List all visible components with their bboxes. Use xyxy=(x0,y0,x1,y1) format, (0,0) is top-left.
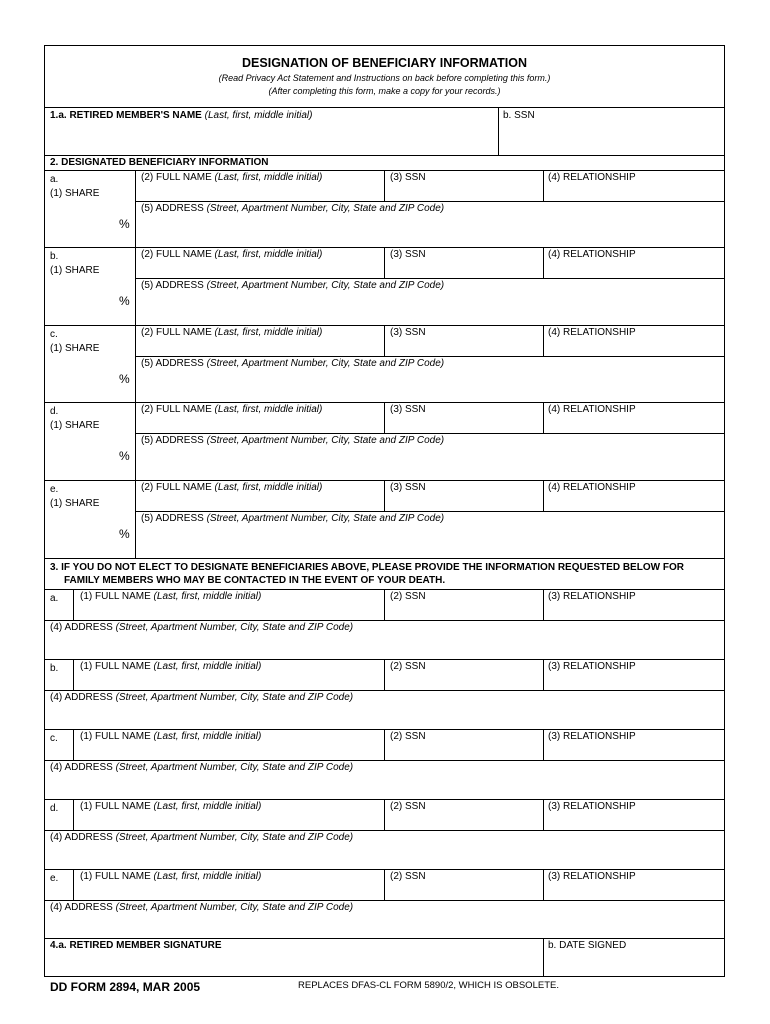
divider xyxy=(135,511,725,512)
share-field[interactable] xyxy=(50,212,130,232)
family-ssn-field[interactable] xyxy=(385,743,542,759)
address-label xyxy=(141,513,444,525)
full-name-field[interactable] xyxy=(136,339,383,355)
family-full-name-label xyxy=(80,871,261,883)
family-letter: e. xyxy=(50,873,59,884)
ssn-field[interactable] xyxy=(385,494,542,510)
address-hint: (Street, Apartment Number, City, State and ZIP Code) xyxy=(206,280,445,291)
family-full-name-label xyxy=(80,801,261,813)
address-label xyxy=(141,358,444,370)
full-name-field[interactable] xyxy=(136,416,383,432)
family-address-label-text: (4) ADDRESS xyxy=(50,832,113,843)
family-full-name-field[interactable] xyxy=(74,743,383,759)
relationship-label: (4) RELATIONSHIP xyxy=(548,172,636,183)
form-number: DD FORM 2894, MAR 2005 xyxy=(50,980,201,994)
divider xyxy=(135,201,725,202)
family-relationship-field[interactable] xyxy=(544,813,724,829)
family-address-label xyxy=(50,622,353,634)
address-field[interactable] xyxy=(136,371,724,401)
family-address-field[interactable] xyxy=(45,845,724,868)
share-field[interactable] xyxy=(50,289,130,309)
divider xyxy=(44,620,725,621)
ssn-label: (3) SSN xyxy=(390,404,426,415)
family-relationship-label: (3) RELATIONSHIP xyxy=(548,801,636,812)
ssn-label: (3) SSN xyxy=(390,482,426,493)
section3-heading-line2: FAMILY MEMBERS WHO MAY BE CONTACTED IN THE EVENT OF YOUR DEATH. xyxy=(64,575,446,586)
address-label-text: (5) ADDRESS xyxy=(141,280,204,291)
family-address-label xyxy=(50,762,353,774)
ssn-label: (3) SSN xyxy=(390,327,426,338)
form-subtitle-copy: (After completing this form, make a copy for your records.) xyxy=(268,86,501,96)
form-subtitle-privacy: (Read Privacy Act Statement and Instructions on back before completing this form.) xyxy=(218,73,551,83)
family-relationship-label: (3) RELATIONSHIP xyxy=(548,661,636,672)
divider xyxy=(135,433,725,434)
relationship-label: (4) RELATIONSHIP xyxy=(548,404,636,415)
member-name-hint: (Last, first, middle initial) xyxy=(204,110,313,121)
family-full-name-field[interactable] xyxy=(74,883,383,899)
family-address-label-text: (4) ADDRESS xyxy=(50,762,113,773)
family-full-name-label xyxy=(80,591,261,603)
family-ssn-field[interactable] xyxy=(385,603,542,619)
full-name-label xyxy=(141,404,322,416)
beneficiary-letter: b. xyxy=(50,251,59,262)
family-full-name-field[interactable] xyxy=(74,603,383,619)
full-name-label-text: (2) FULL NAME xyxy=(141,249,212,260)
relationship-field[interactable] xyxy=(544,494,724,510)
divider xyxy=(44,830,725,831)
family-address-label-text: (4) ADDRESS xyxy=(50,692,113,703)
family-address-field[interactable] xyxy=(45,705,724,728)
divider xyxy=(44,938,725,939)
family-address-label xyxy=(50,692,353,704)
family-full-name-label-text: (1) FULL NAME xyxy=(80,871,151,882)
address-label xyxy=(141,203,444,215)
full-name-hint: (Last, first, middle initial) xyxy=(214,404,323,415)
date-signed-label: b. DATE SIGNED xyxy=(548,940,627,951)
family-full-name-hint: (Last, first, middle initial) xyxy=(153,591,262,602)
family-letter: a. xyxy=(50,593,59,604)
family-full-name-label xyxy=(80,731,261,743)
share-label: (1) SHARE xyxy=(50,265,100,276)
address-field[interactable] xyxy=(136,448,724,479)
address-label-text: (5) ADDRESS xyxy=(141,203,204,214)
member-name-label xyxy=(50,110,312,122)
beneficiary-letter: d. xyxy=(50,406,59,417)
family-address-hint: (Street, Apartment Number, City, State and ZIP Code) xyxy=(115,762,354,773)
family-ssn-label: (2) SSN xyxy=(390,871,426,882)
full-name-hint: (Last, first, middle initial) xyxy=(214,327,323,338)
relationship-field[interactable] xyxy=(544,184,724,200)
full-name-field[interactable] xyxy=(136,261,383,277)
percent-sign: % xyxy=(119,372,130,386)
family-relationship-label: (3) RELATIONSHIP xyxy=(548,731,636,742)
divider xyxy=(44,900,725,901)
family-relationship-field[interactable] xyxy=(544,883,724,899)
family-ssn-field[interactable] xyxy=(385,813,542,829)
family-address-hint: (Street, Apartment Number, City, State and ZIP Code) xyxy=(115,692,354,703)
family-relationship-field[interactable] xyxy=(544,603,724,619)
family-address-field[interactable] xyxy=(45,775,724,798)
share-label: (1) SHARE xyxy=(50,420,100,431)
family-ssn-label: (2) SSN xyxy=(390,661,426,672)
full-name-field[interactable] xyxy=(136,184,383,200)
address-hint: (Street, Apartment Number, City, State and ZIP Code) xyxy=(206,358,445,369)
member-name-field[interactable] xyxy=(45,122,497,154)
full-name-hint: (Last, first, middle initial) xyxy=(214,172,323,183)
section2-heading: 2. DESIGNATED BENEFICIARY INFORMATION xyxy=(50,157,269,168)
address-label-text: (5) ADDRESS xyxy=(141,435,204,446)
full-name-hint: (Last, first, middle initial) xyxy=(214,249,323,260)
percent-sign: % xyxy=(119,294,130,308)
replaces-note: REPLACES DFAS-CL FORM 5890/2, WHICH IS OBSOLETE. xyxy=(298,980,559,991)
ssn-label: (3) SSN xyxy=(390,172,426,183)
share-field[interactable] xyxy=(50,444,130,464)
address-hint: (Street, Apartment Number, City, State and ZIP Code) xyxy=(206,513,445,524)
beneficiary-letter: c. xyxy=(50,329,58,340)
family-full-name-hint: (Last, first, middle initial) xyxy=(153,801,262,812)
relationship-label: (4) RELATIONSHIP xyxy=(548,249,636,260)
address-hint: (Street, Apartment Number, City, State and ZIP Code) xyxy=(206,203,445,214)
full-name-label xyxy=(141,482,322,494)
divider xyxy=(44,155,725,156)
beneficiary-letter: e. xyxy=(50,484,59,495)
percent-sign: % xyxy=(119,449,130,463)
divider xyxy=(44,107,725,108)
full-name-label xyxy=(141,327,322,339)
divider xyxy=(44,760,725,761)
relationship-field[interactable] xyxy=(544,261,724,277)
share-field[interactable] xyxy=(50,522,130,542)
member-ssn-label: b. SSN xyxy=(503,110,535,121)
family-letter: c. xyxy=(50,733,58,744)
percent-sign: % xyxy=(119,527,130,541)
family-address-field[interactable] xyxy=(45,915,724,938)
member-name-label-text: 1.a. RETIRED MEMBER'S NAME xyxy=(50,110,202,121)
ssn-label: (3) SSN xyxy=(390,249,426,260)
family-letter: d. xyxy=(50,803,59,814)
ssn-field[interactable] xyxy=(385,184,542,200)
family-address-hint: (Street, Apartment Number, City, State and ZIP Code) xyxy=(115,622,354,633)
address-label-text: (5) ADDRESS xyxy=(141,358,204,369)
family-ssn-field[interactable] xyxy=(385,883,542,899)
signature-label: 4.a. RETIRED MEMBER SIGNATURE xyxy=(50,940,222,951)
family-address-field[interactable] xyxy=(45,635,724,658)
address-label xyxy=(141,435,444,447)
family-address-hint: (Street, Apartment Number, City, State and ZIP Code) xyxy=(115,902,354,913)
address-label xyxy=(141,280,444,292)
family-address-label xyxy=(50,902,353,914)
family-ssn-label: (2) SSN xyxy=(390,591,426,602)
share-label: (1) SHARE xyxy=(50,343,100,354)
address-field[interactable] xyxy=(136,293,724,324)
full-name-label-text: (2) FULL NAME xyxy=(141,404,212,415)
family-relationship-label: (3) RELATIONSHIP xyxy=(548,591,636,602)
signature-field[interactable] xyxy=(45,952,542,976)
family-relationship-field[interactable] xyxy=(544,743,724,759)
family-full-name-hint: (Last, first, middle initial) xyxy=(153,731,262,742)
full-name-label-text: (2) FULL NAME xyxy=(141,482,212,493)
family-address-label-text: (4) ADDRESS xyxy=(50,902,113,913)
relationship-label: (4) RELATIONSHIP xyxy=(548,482,636,493)
date-signed-field[interactable] xyxy=(544,952,724,976)
family-full-name-label-text: (1) FULL NAME xyxy=(80,591,151,602)
relationship-field[interactable] xyxy=(544,339,724,355)
percent-sign: % xyxy=(119,217,130,231)
member-ssn-field[interactable] xyxy=(499,122,724,154)
family-address-label-text: (4) ADDRESS xyxy=(50,622,113,633)
family-address-label xyxy=(50,832,353,844)
family-full-name-hint: (Last, first, middle initial) xyxy=(153,661,262,672)
address-hint: (Street, Apartment Number, City, State and ZIP Code) xyxy=(206,435,445,446)
address-field[interactable] xyxy=(136,216,724,246)
full-name-label xyxy=(141,172,322,184)
full-name-label xyxy=(141,249,322,261)
family-full-name-label-text: (1) FULL NAME xyxy=(80,731,151,742)
divider xyxy=(44,690,725,691)
ssn-field[interactable] xyxy=(385,339,542,355)
family-letter: b. xyxy=(50,663,59,674)
family-relationship-label: (3) RELATIONSHIP xyxy=(548,871,636,882)
family-full-name-field[interactable] xyxy=(74,813,383,829)
family-address-hint: (Street, Apartment Number, City, State and ZIP Code) xyxy=(115,832,354,843)
relationship-label: (4) RELATIONSHIP xyxy=(548,327,636,338)
full-name-label-text: (2) FULL NAME xyxy=(141,327,212,338)
relationship-field[interactable] xyxy=(544,416,724,432)
family-full-name-field[interactable] xyxy=(74,673,383,689)
address-field[interactable] xyxy=(136,526,724,557)
share-label: (1) SHARE xyxy=(50,188,100,199)
family-full-name-label-text: (1) FULL NAME xyxy=(80,661,151,672)
share-label: (1) SHARE xyxy=(50,498,100,509)
beneficiary-letter: a. xyxy=(50,174,59,185)
full-name-label-text: (2) FULL NAME xyxy=(141,172,212,183)
family-ssn-field[interactable] xyxy=(385,673,542,689)
divider xyxy=(135,278,725,279)
family-full-name-label-text: (1) FULL NAME xyxy=(80,801,151,812)
full-name-hint: (Last, first, middle initial) xyxy=(214,482,323,493)
family-ssn-label: (2) SSN xyxy=(390,801,426,812)
address-label-text: (5) ADDRESS xyxy=(141,513,204,524)
divider xyxy=(135,356,725,357)
family-full-name-hint: (Last, first, middle initial) xyxy=(153,871,262,882)
family-ssn-label: (2) SSN xyxy=(390,731,426,742)
full-name-field[interactable] xyxy=(136,494,383,510)
section3-heading-line1: 3. IF YOU DO NOT ELECT TO DESIGNATE BENEFICIARIES ABOVE, PLEASE PROVIDE THE INFORMATION REQUESTED BELOW FOR xyxy=(50,562,684,573)
ssn-field[interactable] xyxy=(385,261,542,277)
form-title: DESIGNATION OF BENEFICIARY INFORMATION xyxy=(242,56,527,70)
share-field[interactable] xyxy=(50,367,130,387)
family-relationship-field[interactable] xyxy=(544,673,724,689)
family-full-name-label xyxy=(80,661,261,673)
ssn-field[interactable] xyxy=(385,416,542,432)
divider xyxy=(44,558,725,559)
